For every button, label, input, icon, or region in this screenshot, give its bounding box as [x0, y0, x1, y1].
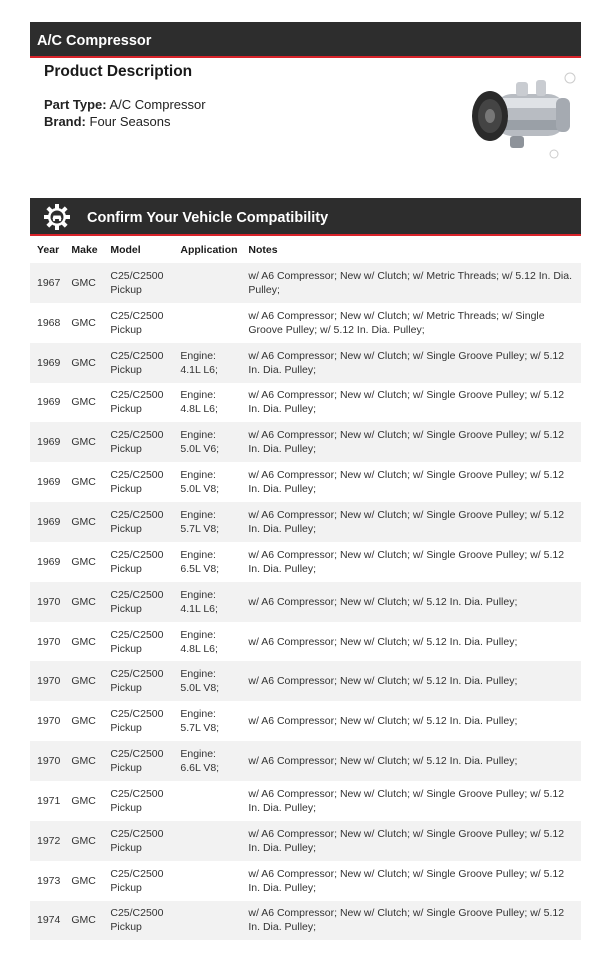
cell-model: C25/C2500 Pickup — [110, 787, 164, 814]
cell-application: Engine: 5.7L V8; — [180, 708, 220, 735]
cell-year: 1970 — [37, 715, 61, 728]
cell-application: Engine: 6.6L V8; — [180, 748, 220, 775]
cell-notes: w/ A6 Compressor; New w/ Clutch; w/ 5.12 In. Dia. Pulley; — [248, 675, 518, 688]
cell-make: GMC — [71, 396, 96, 409]
cell-year: 1968 — [37, 316, 61, 329]
page-title: A/C Compressor — [37, 33, 152, 49]
cell-year: 1970 — [37, 755, 61, 768]
cell-make: GMC — [71, 595, 96, 608]
cell-notes: w/ A6 Compressor; New w/ Clutch; w/ Single Groove Pulley; w/ 5.12 In. Dia. Pulley; — [248, 787, 565, 814]
cell-application: Engine: 4.1L L6; — [180, 588, 218, 615]
table-header-row — [30, 236, 581, 263]
cell-model: C25/C2500 Pickup — [110, 309, 164, 336]
cell-make: GMC — [71, 515, 96, 528]
table-row — [30, 462, 581, 502]
cell-year: 1969 — [37, 396, 61, 409]
cell-year: 1974 — [37, 914, 61, 927]
cell-year: 1973 — [37, 874, 61, 887]
cell-year: 1971 — [37, 794, 61, 807]
table-row — [30, 901, 581, 941]
cell-model: C25/C2500 Pickup — [110, 748, 164, 775]
brand-value: Four Seasons — [89, 114, 171, 129]
cell-model: C25/C2500 Pickup — [110, 907, 164, 934]
cell-model: C25/C2500 Pickup — [110, 508, 164, 535]
cell-application — [173, 901, 241, 941]
cell-application — [173, 263, 241, 303]
part-type-line — [44, 97, 206, 112]
cell-year: 1969 — [37, 476, 61, 489]
compatibility-table — [30, 236, 581, 940]
table-row — [30, 343, 581, 383]
cell-application: Engine: 5.7L V8; — [180, 508, 220, 535]
cell-model: C25/C2500 Pickup — [110, 429, 164, 456]
cell-application — [173, 781, 241, 821]
table-row — [30, 781, 581, 821]
cell-year: 1969 — [37, 515, 61, 528]
table-row — [30, 821, 581, 861]
cell-make: GMC — [71, 555, 96, 568]
table-row — [30, 661, 581, 701]
column-header-notes: Notes — [241, 236, 581, 263]
cell-year: 1969 — [37, 356, 61, 369]
gear-car-icon — [44, 204, 70, 230]
cell-notes: w/ A6 Compressor; New w/ Clutch; w/ Single Groove Pulley; w/ 5.12 In. Dia. Pulley; — [248, 389, 565, 416]
compatibility-title: Confirm Your Vehicle Compatibility — [87, 210, 329, 226]
cell-application: Engine: 5.0L V6; — [180, 429, 220, 456]
cell-make: GMC — [71, 794, 96, 807]
column-header-make: Make — [64, 236, 103, 263]
brand-line — [44, 114, 170, 129]
cell-application: Engine: 4.1L L6; — [180, 349, 218, 376]
cell-notes: w/ A6 Compressor; New w/ Clutch; w/ Metric Threads; w/ 5.12 In. Dia. Pulley; — [248, 269, 573, 296]
cell-application — [173, 821, 241, 861]
compatibility-bar — [30, 198, 581, 236]
cell-make: GMC — [71, 476, 96, 489]
cell-model: C25/C2500 Pickup — [110, 827, 164, 854]
cell-notes: w/ A6 Compressor; New w/ Clutch; w/ Metric Threads; w/ Single Groove Pulley; w/ 5.12 In. Dia. Pulley; — [248, 309, 545, 336]
header-bar — [30, 22, 581, 58]
cell-notes: w/ A6 Compressor; New w/ Clutch; w/ Single Groove Pulley; w/ 5.12 In. Dia. Pulley; — [248, 429, 565, 456]
cell-year: 1967 — [37, 276, 61, 289]
cell-model: C25/C2500 Pickup — [110, 867, 164, 894]
cell-notes: w/ A6 Compressor; New w/ Clutch; w/ Single Groove Pulley; w/ 5.12 In. Dia. Pulley; — [248, 867, 565, 894]
table-row — [30, 542, 581, 582]
cell-make: GMC — [71, 914, 96, 927]
cell-year: 1970 — [37, 635, 61, 648]
cell-notes: w/ A6 Compressor; New w/ Clutch; w/ Single Groove Pulley; w/ 5.12 In. Dia. Pulley; — [248, 907, 565, 934]
table-row — [30, 582, 581, 622]
cell-application — [173, 303, 241, 343]
cell-make: GMC — [71, 635, 96, 648]
cell-model: C25/C2500 Pickup — [110, 588, 164, 615]
cell-make: GMC — [71, 834, 96, 847]
cell-model: C25/C2500 Pickup — [110, 668, 164, 695]
cell-year: 1970 — [37, 595, 61, 608]
table-row — [30, 502, 581, 542]
table-row — [30, 741, 581, 781]
table-row — [30, 422, 581, 462]
cell-year: 1972 — [37, 834, 61, 847]
cell-make: GMC — [71, 874, 96, 887]
brand-label: Brand: — [44, 114, 86, 129]
cell-notes: w/ A6 Compressor; New w/ Clutch; w/ Single Groove Pulley; w/ 5.12 In. Dia. Pulley; — [248, 469, 565, 496]
cell-notes: w/ A6 Compressor; New w/ Clutch; w/ Single Groove Pulley; w/ 5.12 In. Dia. Pulley; — [248, 827, 565, 854]
cell-notes: w/ A6 Compressor; New w/ Clutch; w/ 5.12 In. Dia. Pulley; — [248, 635, 518, 648]
cell-model: C25/C2500 Pickup — [110, 628, 164, 655]
cell-notes: w/ A6 Compressor; New w/ Clutch; w/ Single Groove Pulley; w/ 5.12 In. Dia. Pulley; — [248, 548, 565, 575]
cell-make: GMC — [71, 436, 96, 449]
cell-make: GMC — [71, 675, 96, 688]
cell-notes: w/ A6 Compressor; New w/ Clutch; w/ Single Groove Pulley; w/ 5.12 In. Dia. Pulley; — [248, 349, 565, 376]
cell-application: Engine: 4.8L L6; — [180, 628, 218, 655]
part-type-value: A/C Compressor — [109, 97, 206, 112]
cell-application — [173, 861, 241, 901]
cell-make: GMC — [71, 316, 96, 329]
cell-make: GMC — [71, 356, 96, 369]
column-header-model: Model — [103, 236, 173, 263]
cell-year: 1970 — [37, 675, 61, 688]
cell-model: C25/C2500 Pickup — [110, 469, 164, 496]
part-type-label: Part Type: — [44, 97, 107, 112]
cell-model: C25/C2500 Pickup — [110, 548, 164, 575]
cell-model: C25/C2500 Pickup — [110, 269, 164, 296]
cell-notes: w/ A6 Compressor; New w/ Clutch; w/ Single Groove Pulley; w/ 5.12 In. Dia. Pulley; — [248, 508, 565, 535]
cell-model: C25/C2500 Pickup — [110, 708, 164, 735]
cell-notes: w/ A6 Compressor; New w/ Clutch; w/ 5.12 In. Dia. Pulley; — [248, 595, 518, 608]
cell-application: Engine: 5.0L V8; — [180, 469, 220, 496]
table-row — [30, 383, 581, 423]
cell-model: C25/C2500 Pickup — [110, 349, 164, 376]
product-description-heading: Product Description — [44, 63, 193, 80]
table-row — [30, 701, 581, 741]
cell-model: C25/C2500 Pickup — [110, 389, 164, 416]
table-row — [30, 622, 581, 662]
cell-make: GMC — [71, 276, 96, 289]
cell-year: 1969 — [37, 436, 61, 449]
table-row — [30, 861, 581, 901]
column-header-application: Application — [173, 236, 241, 263]
table-row — [30, 303, 581, 343]
cell-application: Engine: 4.8L L6; — [180, 389, 218, 416]
cell-make: GMC — [71, 715, 96, 728]
cell-notes: w/ A6 Compressor; New w/ Clutch; w/ 5.12 In. Dia. Pulley; — [248, 755, 518, 768]
table-row — [30, 263, 581, 303]
cell-application: Engine: 6.5L V8; — [180, 548, 220, 575]
column-header-year: Year — [30, 236, 64, 263]
cell-application: Engine: 5.0L V8; — [180, 668, 220, 695]
product-image — [466, 68, 578, 164]
cell-notes: w/ A6 Compressor; New w/ Clutch; w/ 5.12 In. Dia. Pulley; — [248, 715, 518, 728]
cell-year: 1969 — [37, 555, 61, 568]
cell-make: GMC — [71, 755, 96, 768]
